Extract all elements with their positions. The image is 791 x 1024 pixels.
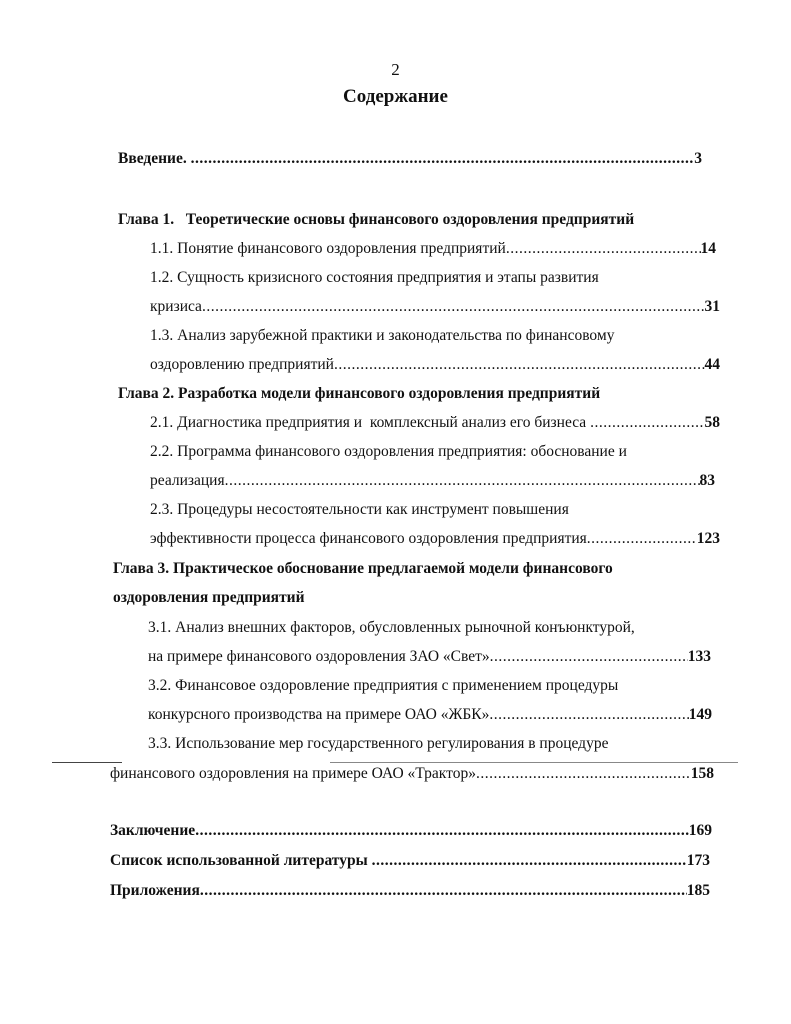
toc-page-number: 58 bbox=[704, 414, 720, 431]
leader-dots bbox=[587, 528, 697, 550]
toc-entry-1-3 bbox=[150, 354, 720, 376]
leader-dots bbox=[476, 763, 691, 785]
leader-dots bbox=[334, 354, 705, 376]
toc-entry-label: эффективности процесса финансового оздоровления предприятия bbox=[150, 530, 587, 547]
chapter-2-heading: Глава 2. Разработка модели финансового оздоровления предприятий bbox=[118, 385, 601, 402]
chapter-1-heading: Глава 1. Теоретические основы финансового оздоровления предприятий bbox=[118, 211, 635, 228]
toc-entry-appendices bbox=[110, 880, 710, 902]
toc-page-number: 83 bbox=[699, 472, 715, 489]
page-number: 2 bbox=[391, 60, 400, 79]
leader-dots bbox=[191, 148, 695, 170]
leader-dots bbox=[489, 704, 688, 726]
toc-page-number: 149 bbox=[688, 706, 712, 723]
chapter-3-heading: Глава 3. Практическое обоснование предлагаемой модели финансового bbox=[113, 560, 613, 577]
toc-entry-2-2 bbox=[150, 470, 715, 492]
toc-entry-label: кризиса bbox=[150, 298, 202, 315]
toc-page-number: 3 bbox=[694, 150, 702, 167]
toc-entry-label: 1.1. Понятие финансового оздоровления предприятий bbox=[150, 240, 506, 257]
toc-page-number: 44 bbox=[704, 356, 720, 373]
toc-entry-label: реализация bbox=[150, 472, 225, 489]
toc-entry-label: 2.1. Диагностика предприятия и комплексный анализ его бизнеса bbox=[150, 414, 591, 431]
toc-entry-2-3-line1: 2.3. Процедуры несостоятельности как инструмент повышения bbox=[150, 501, 569, 518]
toc-entry-1-3-line1: 1.3. Анализ зарубежной практики и законодательства по финансовому bbox=[150, 327, 615, 344]
leader-dots bbox=[372, 850, 687, 872]
toc-entry-label: конкурсного производства на примере ОАО «ЖБК» bbox=[148, 706, 490, 723]
toc-entry-label: Приложения bbox=[110, 882, 200, 899]
leader-dots bbox=[506, 238, 701, 260]
toc-entry-2-2-line1: 2.2. Программа финансового оздоровления предприятия: обоснование и bbox=[150, 443, 627, 460]
toc-entry-label: на примере финансового оздоровления ЗАО «Свет» bbox=[148, 648, 490, 665]
leader-dots bbox=[225, 470, 700, 492]
toc-entry-conclusion bbox=[110, 820, 712, 842]
toc-page-number: 31 bbox=[704, 298, 720, 315]
toc-entry-3-2-line1: 3.2. Финансовое оздоровление предприятия с применением процедуры bbox=[148, 677, 619, 694]
toc-entry-1-2-line1: 1.2. Сущность кризисного состояния предприятия и этапы развития bbox=[150, 269, 599, 286]
toc-entry-label: финансового оздоровления на примере ОАО «Трактор» bbox=[110, 765, 476, 782]
toc-entry-1-2 bbox=[150, 296, 720, 318]
chapter-3-heading-line2: оздоровления предприятий bbox=[113, 589, 305, 606]
leader-dots bbox=[490, 646, 688, 668]
toc-entry-3-1-line1: 3.1. Анализ внешних факторов, обусловленных рыночной конъюнктурой, bbox=[148, 619, 635, 636]
toc-entry-label: Введение. bbox=[118, 150, 191, 167]
toc-entry-2-1 bbox=[150, 412, 720, 434]
toc-page-number: 158 bbox=[690, 765, 714, 782]
leader-dots bbox=[200, 880, 687, 902]
toc-entry-2-3 bbox=[150, 528, 720, 550]
toc-entry-references bbox=[110, 850, 710, 872]
toc-page-number: 185 bbox=[686, 882, 710, 899]
toc-entry-3-3-line1: 3.3. Использование мер государственного регулирования в процедуре bbox=[148, 735, 609, 752]
toc-entry-3-2 bbox=[148, 704, 712, 726]
toc-entry-1-1 bbox=[150, 238, 716, 260]
toc-page-number: 14 bbox=[700, 240, 716, 257]
toc-entry-label: Список использованной литературы bbox=[110, 852, 372, 869]
toc-entry-label: Заключение bbox=[110, 822, 196, 839]
toc-page-number: 123 bbox=[696, 530, 720, 547]
toc-entry-intro bbox=[118, 148, 702, 170]
toc-entry-3-3 bbox=[110, 763, 714, 785]
leader-dots bbox=[590, 412, 704, 434]
toc-page-number: 173 bbox=[686, 852, 710, 869]
page-title: Содержание bbox=[343, 86, 448, 107]
leader-dots bbox=[202, 296, 705, 318]
toc-entry-label: оздоровлению предприятий bbox=[150, 356, 334, 373]
toc-entry-3-1 bbox=[148, 646, 711, 668]
leader-dots bbox=[195, 820, 689, 842]
toc-page-number: 133 bbox=[687, 648, 711, 665]
toc-page-number: 169 bbox=[688, 822, 712, 839]
